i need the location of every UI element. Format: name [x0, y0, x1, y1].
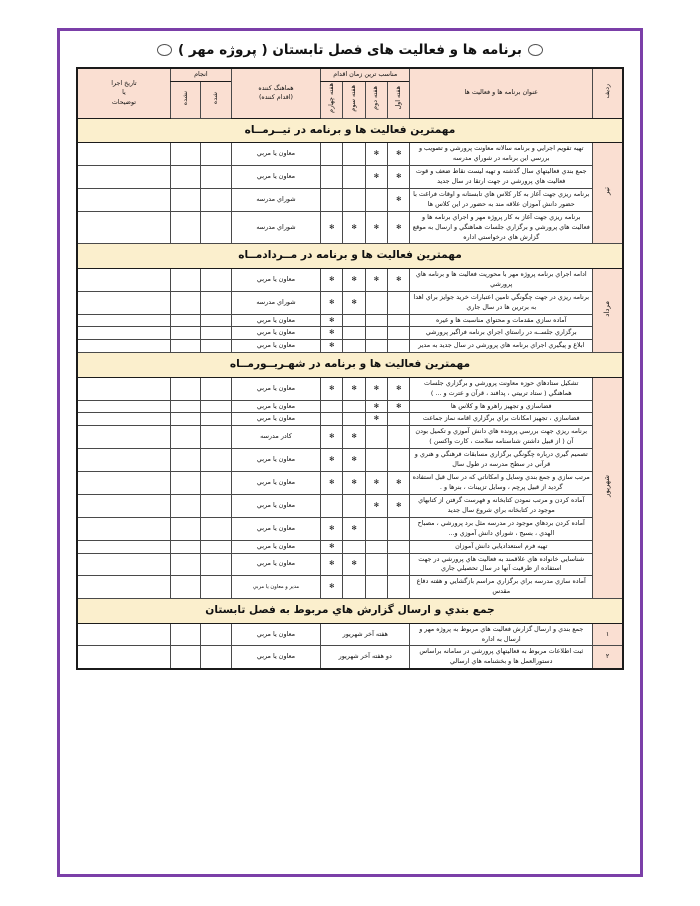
document-title-bar [60, 31, 640, 67]
coordinator-cell: معاون يا مربي [231, 553, 320, 576]
not-done-cell[interactable] [170, 377, 200, 400]
week-2-mark[interactable] [365, 576, 387, 599]
week-3-mark[interactable]: ✻ [343, 472, 365, 495]
week-3-mark[interactable] [343, 314, 365, 327]
done-cell[interactable] [201, 472, 231, 495]
week-2-mark[interactable]: ✻ [365, 472, 387, 495]
date-or-notes-cell[interactable] [77, 400, 170, 413]
coordinator-cell: معاون يا مربي [231, 517, 320, 540]
date-or-notes-cell[interactable] [77, 340, 170, 353]
date-or-notes-cell[interactable] [77, 623, 170, 646]
week-4-mark[interactable]: ✻ [321, 553, 343, 576]
week-3-mark[interactable]: ✻ [343, 517, 365, 540]
activity-title: آماده سازي مقدمات و محتواي مناسبت ها و غيره [410, 314, 593, 327]
activity-title: برنامه ريزي در جهت چگونگي تامين اعتبارات خريد جوايز براي اهدا به برترين ها در سال جاري [410, 291, 593, 314]
coordinator-cell: معاون يا مربي [231, 327, 320, 340]
week-4-mark[interactable] [321, 188, 343, 211]
not-done-cell[interactable] [170, 646, 200, 669]
header-best-time-group: مناسب ترين زمان اقدام [321, 68, 410, 81]
week-4-mark[interactable]: ✻ [321, 377, 343, 400]
week-3-mark[interactable] [343, 576, 365, 599]
date-or-notes-cell[interactable] [77, 291, 170, 314]
coordinator-cell: معاون يا مربي [231, 449, 320, 472]
done-cell[interactable] [201, 540, 231, 553]
not-done-cell[interactable] [170, 623, 200, 646]
activity-title: جمع بندي و ارسال گزارش فعاليت هاي مربوط به پروژه مهر و ارسال به اداره [410, 623, 593, 646]
coordinator-cell: معاون يا مربي [231, 400, 320, 413]
coordinator-cell: معاون يا مربي [231, 340, 320, 353]
table-row [77, 291, 623, 314]
not-done-cell[interactable] [170, 449, 200, 472]
week-4-mark[interactable]: ✻ [321, 211, 343, 244]
date-or-notes-cell[interactable] [77, 211, 170, 244]
week-1-mark[interactable]: ✻ [388, 143, 410, 166]
week-2-mark[interactable] [365, 426, 387, 449]
week-4-mark[interactable] [321, 143, 343, 166]
table-row [77, 646, 623, 669]
month-label-cell [593, 377, 623, 599]
date-or-notes-cell[interactable] [77, 540, 170, 553]
done-cell[interactable] [201, 188, 231, 211]
week-4-mark[interactable] [321, 400, 343, 413]
week-2-mark[interactable]: ✻ [365, 377, 387, 400]
page-title: برنامه ها و فعاليت های فصل تابستان ( پروژه مهر ) [177, 42, 523, 58]
week-2-mark[interactable]: ✻ [365, 494, 387, 517]
activity-title: برنامه ريزي جهت آغاز به كار پروژه مهر و اجراي برنامه ها و فعاليت هاي پرورشي و برگزاري جلسات هماهنگي و ارسال به موقع گزارش هاي درخواستي اداره [410, 211, 593, 244]
activity-title: فضاسازي ، تجهيز امكانات براي برگزاري اقامه نماز جماعت [410, 413, 593, 426]
week-2-mark[interactable]: ✻ [365, 211, 387, 244]
done-cell[interactable] [201, 143, 231, 166]
not-done-cell[interactable] [170, 165, 200, 188]
activity-title: آماده كردن و مرتب نمودن كتابخانه و فهرست گرفتن از كتابهاي موجود در كتابخانه براي شروع سال جديد [410, 494, 593, 517]
section-band [77, 599, 623, 623]
done-cell[interactable] [201, 623, 231, 646]
table-row [77, 472, 623, 495]
section-band-label: مهمترين فعاليت ها و برنامه در شهـريــورمــاه [77, 353, 623, 377]
activity-title: ابلاغ و پيگيري اجراي برنامه هاي پرورشي در سال جديد به مدير [410, 340, 593, 353]
not-done-cell[interactable] [170, 268, 200, 291]
done-cell[interactable] [201, 400, 231, 413]
week-4-mark[interactable] [321, 165, 343, 188]
coordinator-cell: معاون يا مربي [231, 314, 320, 327]
not-done-cell[interactable] [170, 327, 200, 340]
not-done-cell[interactable] [170, 576, 200, 599]
week-1-mark[interactable]: ✻ [388, 188, 410, 211]
week-1-mark[interactable] [388, 426, 410, 449]
week-3-mark[interactable] [343, 413, 365, 426]
week-1-mark[interactable] [388, 314, 410, 327]
week-1-mark[interactable] [388, 327, 410, 340]
week-1-mark[interactable]: ✻ [388, 165, 410, 188]
done-cell[interactable] [201, 314, 231, 327]
not-done-cell[interactable] [170, 494, 200, 517]
coordinator-cell: كادر مدرسه [231, 426, 320, 449]
week-2-mark[interactable] [365, 188, 387, 211]
week-1-mark[interactable] [388, 540, 410, 553]
coordinator-cell: شوراي مدرسه [231, 188, 320, 211]
done-cell[interactable] [201, 494, 231, 517]
not-done-cell[interactable] [170, 340, 200, 353]
week-4-mark[interactable]: ✻ [321, 327, 343, 340]
month-label-cell [593, 143, 623, 244]
week-2-mark[interactable]: ✻ [365, 165, 387, 188]
date-or-notes-cell[interactable] [77, 143, 170, 166]
week-3-mark[interactable]: ✻ [343, 553, 365, 576]
header-week-1: هفته اول [388, 81, 410, 118]
header-activity-title: عنوان برنامه ها و فعاليت ها [410, 68, 593, 118]
activity-title: ثبت اطلاعات مربوط به فعاليتهاي پرورشي در سامانه براساس دستورالعمل ها و بخشنامه هاي ارسالي [410, 646, 593, 669]
table-row [77, 426, 623, 449]
coordinator-cell: معاون يا مربي [231, 494, 320, 517]
header-radif: رديف [593, 68, 623, 118]
week-3-mark[interactable]: ✻ [343, 426, 365, 449]
date-or-notes-cell[interactable] [77, 576, 170, 599]
table-row [77, 327, 623, 340]
week-4-mark[interactable] [321, 494, 343, 517]
date-or-notes-cell[interactable] [77, 646, 170, 669]
header-date-line1: تاريخ اجرا [111, 79, 137, 87]
activity-title: آماده كردن بردهاي موجود در مدرسه مثل برد پرورشي ، مصباح الهدي ، بسيج ، شوراي دانش آموزي و... [410, 517, 593, 540]
date-or-notes-cell[interactable] [77, 472, 170, 495]
section-band [77, 353, 623, 377]
section-band-label: جمع بندي و ارسال گزارش هاي مربوط به فصل تابستان [77, 599, 623, 623]
week-1-mark[interactable] [388, 291, 410, 314]
coordinator-cell: معاون يا مربي [231, 165, 320, 188]
coordinator-cell: شوراي مدرسه [231, 211, 320, 244]
page-frame [57, 28, 643, 877]
done-cell[interactable] [201, 646, 231, 669]
done-cell[interactable] [201, 165, 231, 188]
coordinator-cell: شوراي مدرسه [231, 291, 320, 314]
week-3-mark[interactable]: ✻ [343, 291, 365, 314]
header-date-line2: يا [122, 89, 126, 97]
activity-title: ادامه اجراي برنامه پروژه مهر با محوريت فعاليت ها و برنامه هاي پرورشي [410, 268, 593, 291]
date-or-notes-cell[interactable] [77, 426, 170, 449]
header-week-3: هفته سوم [343, 81, 365, 118]
header-coordinator-line1: هماهنگ كننده [258, 84, 294, 92]
table-row [77, 314, 623, 327]
table-row [77, 400, 623, 413]
done-cell[interactable] [201, 340, 231, 353]
activity-title: جمع بندي فعاليتهاي سال گذشته و تهيه ليست نقاط ضعف و قوت فعاليت هاي پرورشي در جهت ارتقا در سال جديد [410, 165, 593, 188]
not-done-cell[interactable] [170, 143, 200, 166]
week-merged-cell[interactable]: هفته آخر شهريور [321, 623, 410, 646]
week-2-mark[interactable] [365, 314, 387, 327]
week-3-mark[interactable]: ✻ [343, 449, 365, 472]
activity-title: تصميم گيري درباره چگونگي برگزاري مسابقات فرهنگي و هنري و قرآني در سطح مدرسه در طول سال [410, 449, 593, 472]
week-2-mark[interactable] [365, 540, 387, 553]
done-cell[interactable] [201, 449, 231, 472]
month-label: شهريور [603, 475, 612, 497]
done-cell[interactable] [201, 517, 231, 540]
coordinator-cell: مدير و معاون يا مربي [231, 576, 320, 599]
table-row [77, 517, 623, 540]
week-2-mark[interactable] [365, 291, 387, 314]
done-cell[interactable] [201, 268, 231, 291]
coordinator-cell: معاون يا مربي [231, 540, 320, 553]
section-band-label: مهمترين فعاليت ها و برنامه در تيــرمــاه [77, 118, 623, 142]
table-row [77, 576, 623, 599]
date-or-notes-cell[interactable] [77, 449, 170, 472]
date-or-notes-cell[interactable] [77, 188, 170, 211]
not-done-cell[interactable] [170, 472, 200, 495]
week-1-mark[interactable]: ✻ [388, 494, 410, 517]
not-done-cell[interactable] [170, 517, 200, 540]
header-done: شده [201, 81, 231, 118]
coordinator-cell: معاون يا مربي [231, 413, 320, 426]
week-3-mark[interactable]: ✻ [343, 211, 365, 244]
table-row [77, 553, 623, 576]
header-not-done: نشده [170, 81, 200, 118]
table-row [77, 623, 623, 646]
section-band [77, 118, 623, 142]
week-1-mark[interactable]: ✻ [388, 211, 410, 244]
week-1-mark[interactable]: ✻ [388, 268, 410, 291]
activity-title: برنامه ريزي جهت آغاز به كار كلاس هاي تابستانه و اوقات فراغت با حضور دانش آموزان علاقه مند به حضور در اين كلاس ها [410, 188, 593, 211]
date-or-notes-cell[interactable] [77, 494, 170, 517]
activity-title: تهيه تقويم اجرايي و برنامه سالانه معاونت پرورشي و تصويب و بررسي اين برنامه در شوراي مدرسه [410, 143, 593, 166]
table-row [77, 449, 623, 472]
date-or-notes-cell[interactable] [77, 377, 170, 400]
decorative-circle-right-icon [528, 44, 543, 56]
done-cell[interactable] [201, 426, 231, 449]
week-2-mark[interactable]: ✻ [365, 413, 387, 426]
week-3-mark[interactable] [343, 327, 365, 340]
not-done-cell[interactable] [170, 426, 200, 449]
table-row [77, 211, 623, 244]
activity-title: فضاسازي و تجهيز راهرو ها و كلاس ها [410, 400, 593, 413]
week-3-mark[interactable] [343, 540, 365, 553]
week-3-mark[interactable]: ✻ [343, 268, 365, 291]
month-label-cell [593, 268, 623, 352]
activity-title: برنامه ريزي جهت بررسي پرونده هاي دانش آموزي و تكميل بودن آن ( از قبيل داشتن شناسنامه سلامت ، كارت واكسن ) [410, 426, 593, 449]
activity-title: برگزاري جلســه در راستاي اجراي برنامه فراگير پرورشي [410, 327, 593, 340]
not-done-cell[interactable] [170, 314, 200, 327]
week-4-mark[interactable]: ✻ [321, 268, 343, 291]
week-2-mark[interactable]: ✻ [365, 400, 387, 413]
section-band [77, 244, 623, 268]
date-or-notes-cell[interactable] [77, 517, 170, 540]
week-2-mark[interactable] [365, 553, 387, 576]
table-header [77, 68, 623, 118]
week-merged-cell[interactable]: دو هفته آخر شهريور [321, 646, 410, 669]
date-or-notes-cell[interactable] [77, 268, 170, 291]
coordinator-cell: معاون يا مربي [231, 646, 320, 669]
not-done-cell[interactable] [170, 400, 200, 413]
week-3-mark[interactable] [343, 400, 365, 413]
done-cell[interactable] [201, 377, 231, 400]
not-done-cell[interactable] [170, 211, 200, 244]
week-3-mark[interactable] [343, 494, 365, 517]
week-4-mark[interactable]: ✻ [321, 540, 343, 553]
not-done-cell[interactable] [170, 553, 200, 576]
week-4-mark[interactable]: ✻ [321, 449, 343, 472]
table-row [77, 268, 623, 291]
week-2-mark[interactable] [365, 517, 387, 540]
week-2-mark[interactable] [365, 327, 387, 340]
done-cell[interactable] [201, 576, 231, 599]
date-or-notes-cell[interactable] [77, 327, 170, 340]
not-done-cell[interactable] [170, 188, 200, 211]
not-done-cell[interactable] [170, 540, 200, 553]
header-week-2: هفته دوم [365, 81, 387, 118]
week-4-mark[interactable]: ✻ [321, 517, 343, 540]
section-band-label: مهمترين فعاليت ها و برنامه در مــردادمــاه [77, 244, 623, 268]
coordinator-cell: معاون يا مربي [231, 623, 320, 646]
table-row [77, 340, 623, 353]
week-4-mark[interactable]: ✻ [321, 291, 343, 314]
date-or-notes-cell[interactable] [77, 413, 170, 426]
done-cell[interactable] [201, 413, 231, 426]
week-1-mark[interactable] [388, 576, 410, 599]
week-4-mark[interactable]: ✻ [321, 576, 343, 599]
coordinator-cell: معاون يا مربي [231, 268, 320, 291]
header-coordinator-line2: (اقدام كننده) [258, 94, 293, 102]
week-2-mark[interactable]: ✻ [365, 143, 387, 166]
header-date-or-notes [77, 68, 170, 118]
week-1-mark[interactable] [388, 340, 410, 353]
done-cell[interactable] [201, 211, 231, 244]
week-1-mark[interactable] [388, 449, 410, 472]
coordinator-cell: معاون يا مربي [231, 472, 320, 495]
date-or-notes-cell[interactable] [77, 553, 170, 576]
table-row [77, 413, 623, 426]
week-1-mark[interactable] [388, 517, 410, 540]
done-cell[interactable] [201, 327, 231, 340]
header-coordinator [231, 68, 320, 118]
week-1-mark[interactable]: ✻ [388, 377, 410, 400]
table-body [77, 118, 623, 669]
week-3-mark[interactable]: ✻ [343, 377, 365, 400]
week-4-mark[interactable]: ✻ [321, 340, 343, 353]
not-done-cell[interactable] [170, 413, 200, 426]
coordinator-cell: معاون يا مربي [231, 143, 320, 166]
activity-title: آماده سازي مدرسه براي برگزاري مراسم بازگشايي و هفته دفاع مقدس [410, 576, 593, 599]
week-4-mark[interactable]: ✻ [321, 314, 343, 327]
activity-title: شناسايي خانواده هاي علاقمند به فعاليت هاي پرورشي در جهت استفاده از ظرفيت آنها در سال تحصيلي جاري [410, 553, 593, 576]
header-week-4: هفته چهارم [321, 81, 343, 118]
week-1-mark[interactable] [388, 413, 410, 426]
date-or-notes-cell[interactable] [77, 314, 170, 327]
week-4-mark[interactable]: ✻ [321, 426, 343, 449]
table-row [77, 494, 623, 517]
week-4-mark[interactable] [321, 413, 343, 426]
week-1-mark[interactable] [388, 553, 410, 576]
activity-title: تشكيل ستادهاي حوزه معاونت پرورشي و برگزاري جلسات هماهنگي ( ستاد تربيتي ، پدافند ، قرآن و عترت و ... ) [410, 377, 593, 400]
not-done-cell[interactable] [170, 291, 200, 314]
row-number: ٢ [593, 646, 623, 669]
row-number: ١ [593, 623, 623, 646]
table-row [77, 540, 623, 553]
week-4-mark[interactable]: ✻ [321, 472, 343, 495]
week-2-mark[interactable] [365, 449, 387, 472]
week-1-mark[interactable]: ✻ [388, 400, 410, 413]
activity-title: تهيه فرم استعداديابي دانش آموزان [410, 540, 593, 553]
table-row [77, 143, 623, 166]
week-2-mark[interactable] [365, 340, 387, 353]
week-2-mark[interactable]: ✻ [365, 268, 387, 291]
week-1-mark[interactable]: ✻ [388, 472, 410, 495]
header-date-line3: توضيحات [111, 99, 137, 107]
week-3-mark[interactable] [343, 143, 365, 166]
coordinator-cell: معاون يا مربي [231, 377, 320, 400]
week-3-mark[interactable] [343, 165, 365, 188]
week-3-mark[interactable] [343, 340, 365, 353]
month-label: تير [603, 187, 612, 196]
month-label: مرداد [603, 300, 612, 317]
table-row [77, 165, 623, 188]
done-cell[interactable] [201, 553, 231, 576]
table-row [77, 377, 623, 400]
done-cell[interactable] [201, 291, 231, 314]
week-3-mark[interactable] [343, 188, 365, 211]
date-or-notes-cell[interactable] [77, 165, 170, 188]
decorative-circle-left-icon [157, 44, 172, 56]
table-row [77, 188, 623, 211]
header-done-group: انجام [170, 68, 231, 81]
activity-title: مرتب سازي و جمع بندي وسايل و امكاناتي كه در سال قبل استفاده گرديد از قبيل پرچم ، وسايل تزيينات ، بنرها و . [410, 472, 593, 495]
summer-activities-table [76, 67, 624, 670]
